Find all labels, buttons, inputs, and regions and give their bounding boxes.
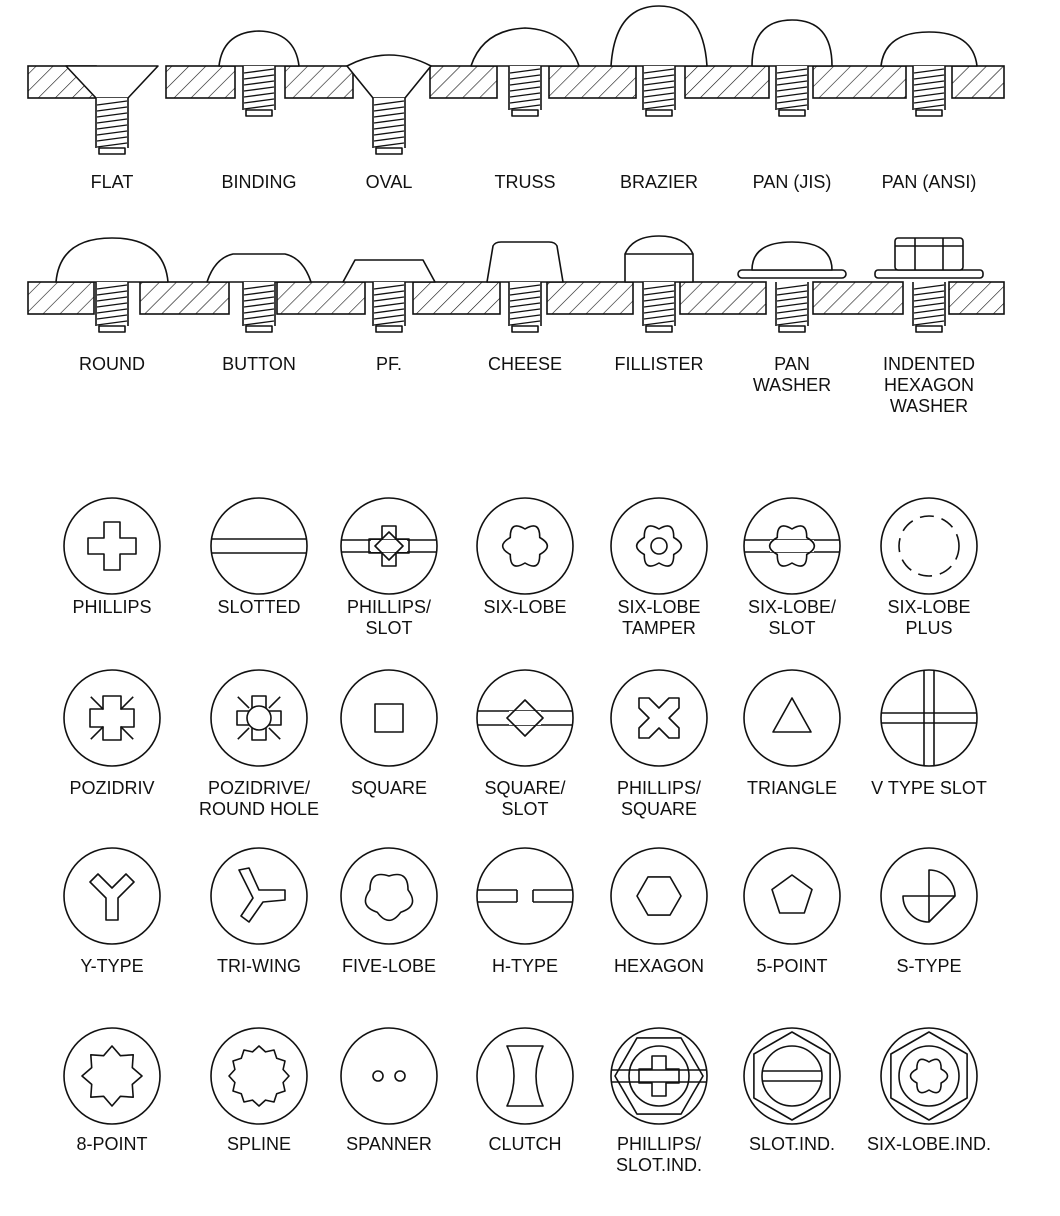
head-brazier [611,6,707,116]
drive-label-y-type: Y-TYPE [80,956,144,976]
drive-label-six-lobe-plus-1: SIX-LOBE [887,597,971,617]
drive-label-phillips-square-2: SQUARE [620,799,698,819]
head-label-indented-hexagon-washer-2: HEXAGON [883,375,975,395]
drive-six-lobe-slot-icon [744,498,840,594]
drive-label-slotted: SLOTTED [217,597,301,617]
drive-six-lobe-ind-icon [881,1028,977,1124]
head-flat [66,66,158,154]
drive-y-type-icon [64,848,160,944]
drive-label-six-lobe-plus-2: PLUS [905,618,953,638]
head-label-truss: TRUSS [494,172,556,192]
head-label-pf: PF. [375,354,403,374]
drive-label-square-slot-1: SQUARE/ [484,778,566,798]
drive-phillips-icon [64,498,160,594]
drive-label-six-lobe-slot-2: SLOT [768,618,816,638]
head-label-pan-washer-1: PAN [774,354,810,374]
drive-phillips-slot-icon [341,498,437,594]
drive-label-8-point: 8-POINT [76,1134,148,1154]
drive-5-point-icon [744,848,840,944]
drive-label-square: SQUARE [350,778,428,798]
head-oval [347,55,431,154]
drive-label-square-slot-2: SLOT [501,799,549,819]
drive-label-hexagon: HEXAGON [613,956,705,976]
drive-phillips-slot-ind-icon [611,1028,707,1124]
head-label-pan-washer-2: WASHER [752,375,832,395]
drive-triangle-icon [744,670,840,766]
drive-label-pozidriv: POZIDRIV [69,778,155,798]
drive-label-pozidrive-round-hole-2: ROUND HOLE [198,799,320,819]
drive-square-icon [341,670,437,766]
drive-label-pozidrive-round-hole-1: POZIDRIVE/ [207,778,311,798]
head-label-cheese: CHEESE [487,354,563,374]
head-label-binding: BINDING [221,172,297,192]
drive-label-v-type-slot: V TYPE SLOT [871,778,987,798]
head-label-round: ROUND [79,354,145,374]
drive-six-lobe-plus-icon [881,498,977,594]
drive-hexagon-icon [611,848,707,944]
drive-v-type-slot-icon [881,670,977,766]
drive-label-six-lobe-ind: SIX-LOBE.IND. [866,1134,992,1154]
drive-label-h-type: H-TYPE [491,956,559,976]
drive-label-phillips-square-1: PHILLIPS/ [616,778,702,798]
drive-label-slot-ind: SLOT.IND. [748,1134,836,1154]
head-label-flat: FLAT [90,172,134,192]
drive-label-clutch: CLUTCH [488,1134,562,1154]
head-label-brazier: BRAZIER [619,172,699,192]
drive-label-phillips-slot-ind-1: PHILLIPS/ [616,1134,702,1154]
drive-pozidriv-icon [64,670,160,766]
head-label-pan-jis: PAN (JIS) [752,172,832,192]
drive-label-tri-wing: TRI-WING [217,956,301,976]
drive-square-slot-icon [477,670,573,766]
drive-slotted-icon [211,498,307,594]
head-label-pan-ansi: PAN (ANSI) [881,172,977,192]
drive-8-point-icon [64,1028,160,1124]
drive-label-spline: SPLINE [226,1134,292,1154]
drive-five-lobe-icon [341,848,437,944]
drive-label-phillips-slot-2: SLOT [365,618,413,638]
head-label-button: BUTTON [222,354,296,374]
head-label-indented-hexagon-washer-1: INDENTED [882,354,976,374]
drive-six-lobe-icon [477,498,573,594]
drive-label-six-lobe-slot-1: SIX-LOBE/ [747,597,837,617]
head-label-oval: OVAL [365,172,413,192]
drive-clutch-icon [477,1028,573,1124]
drive-label-six-lobe: SIX-LOBE [483,597,567,617]
drive-spanner-icon [341,1028,437,1124]
drive-label-5-point: 5-POINT [756,956,828,976]
drive-label-phillips-slot-1: PHILLIPS/ [346,597,432,617]
drive-label-five-lobe: FIVE-LOBE [341,956,437,976]
drive-h-type-icon [477,848,573,944]
drive-label-phillips-slot-ind-2: SLOT.IND. [615,1155,703,1175]
drive-pozidrive-round-hole-icon [211,670,307,766]
drive-slot-ind-icon [744,1028,840,1124]
head-label-fillister: FILLISTER [614,354,704,374]
drive-label-spanner: SPANNER [346,1134,432,1154]
drive-s-type-icon [881,848,977,944]
drive-six-lobe-tamper-icon [611,498,707,594]
drive-label-triangle: TRIANGLE [746,778,838,798]
head-label-indented-hexagon-washer-3: WASHER [889,396,969,416]
drive-label-phillips: PHILLIPS [72,597,152,617]
drive-label-six-lobe-tamper-2: TAMPER [622,618,696,638]
drive-label-six-lobe-tamper-1: SIX-LOBE [617,597,701,617]
drive-phillips-square-icon [611,670,707,766]
drive-tri-wing-icon [211,848,307,944]
drive-spline-icon [211,1028,307,1124]
drive-label-s-type: S-TYPE [896,956,962,976]
